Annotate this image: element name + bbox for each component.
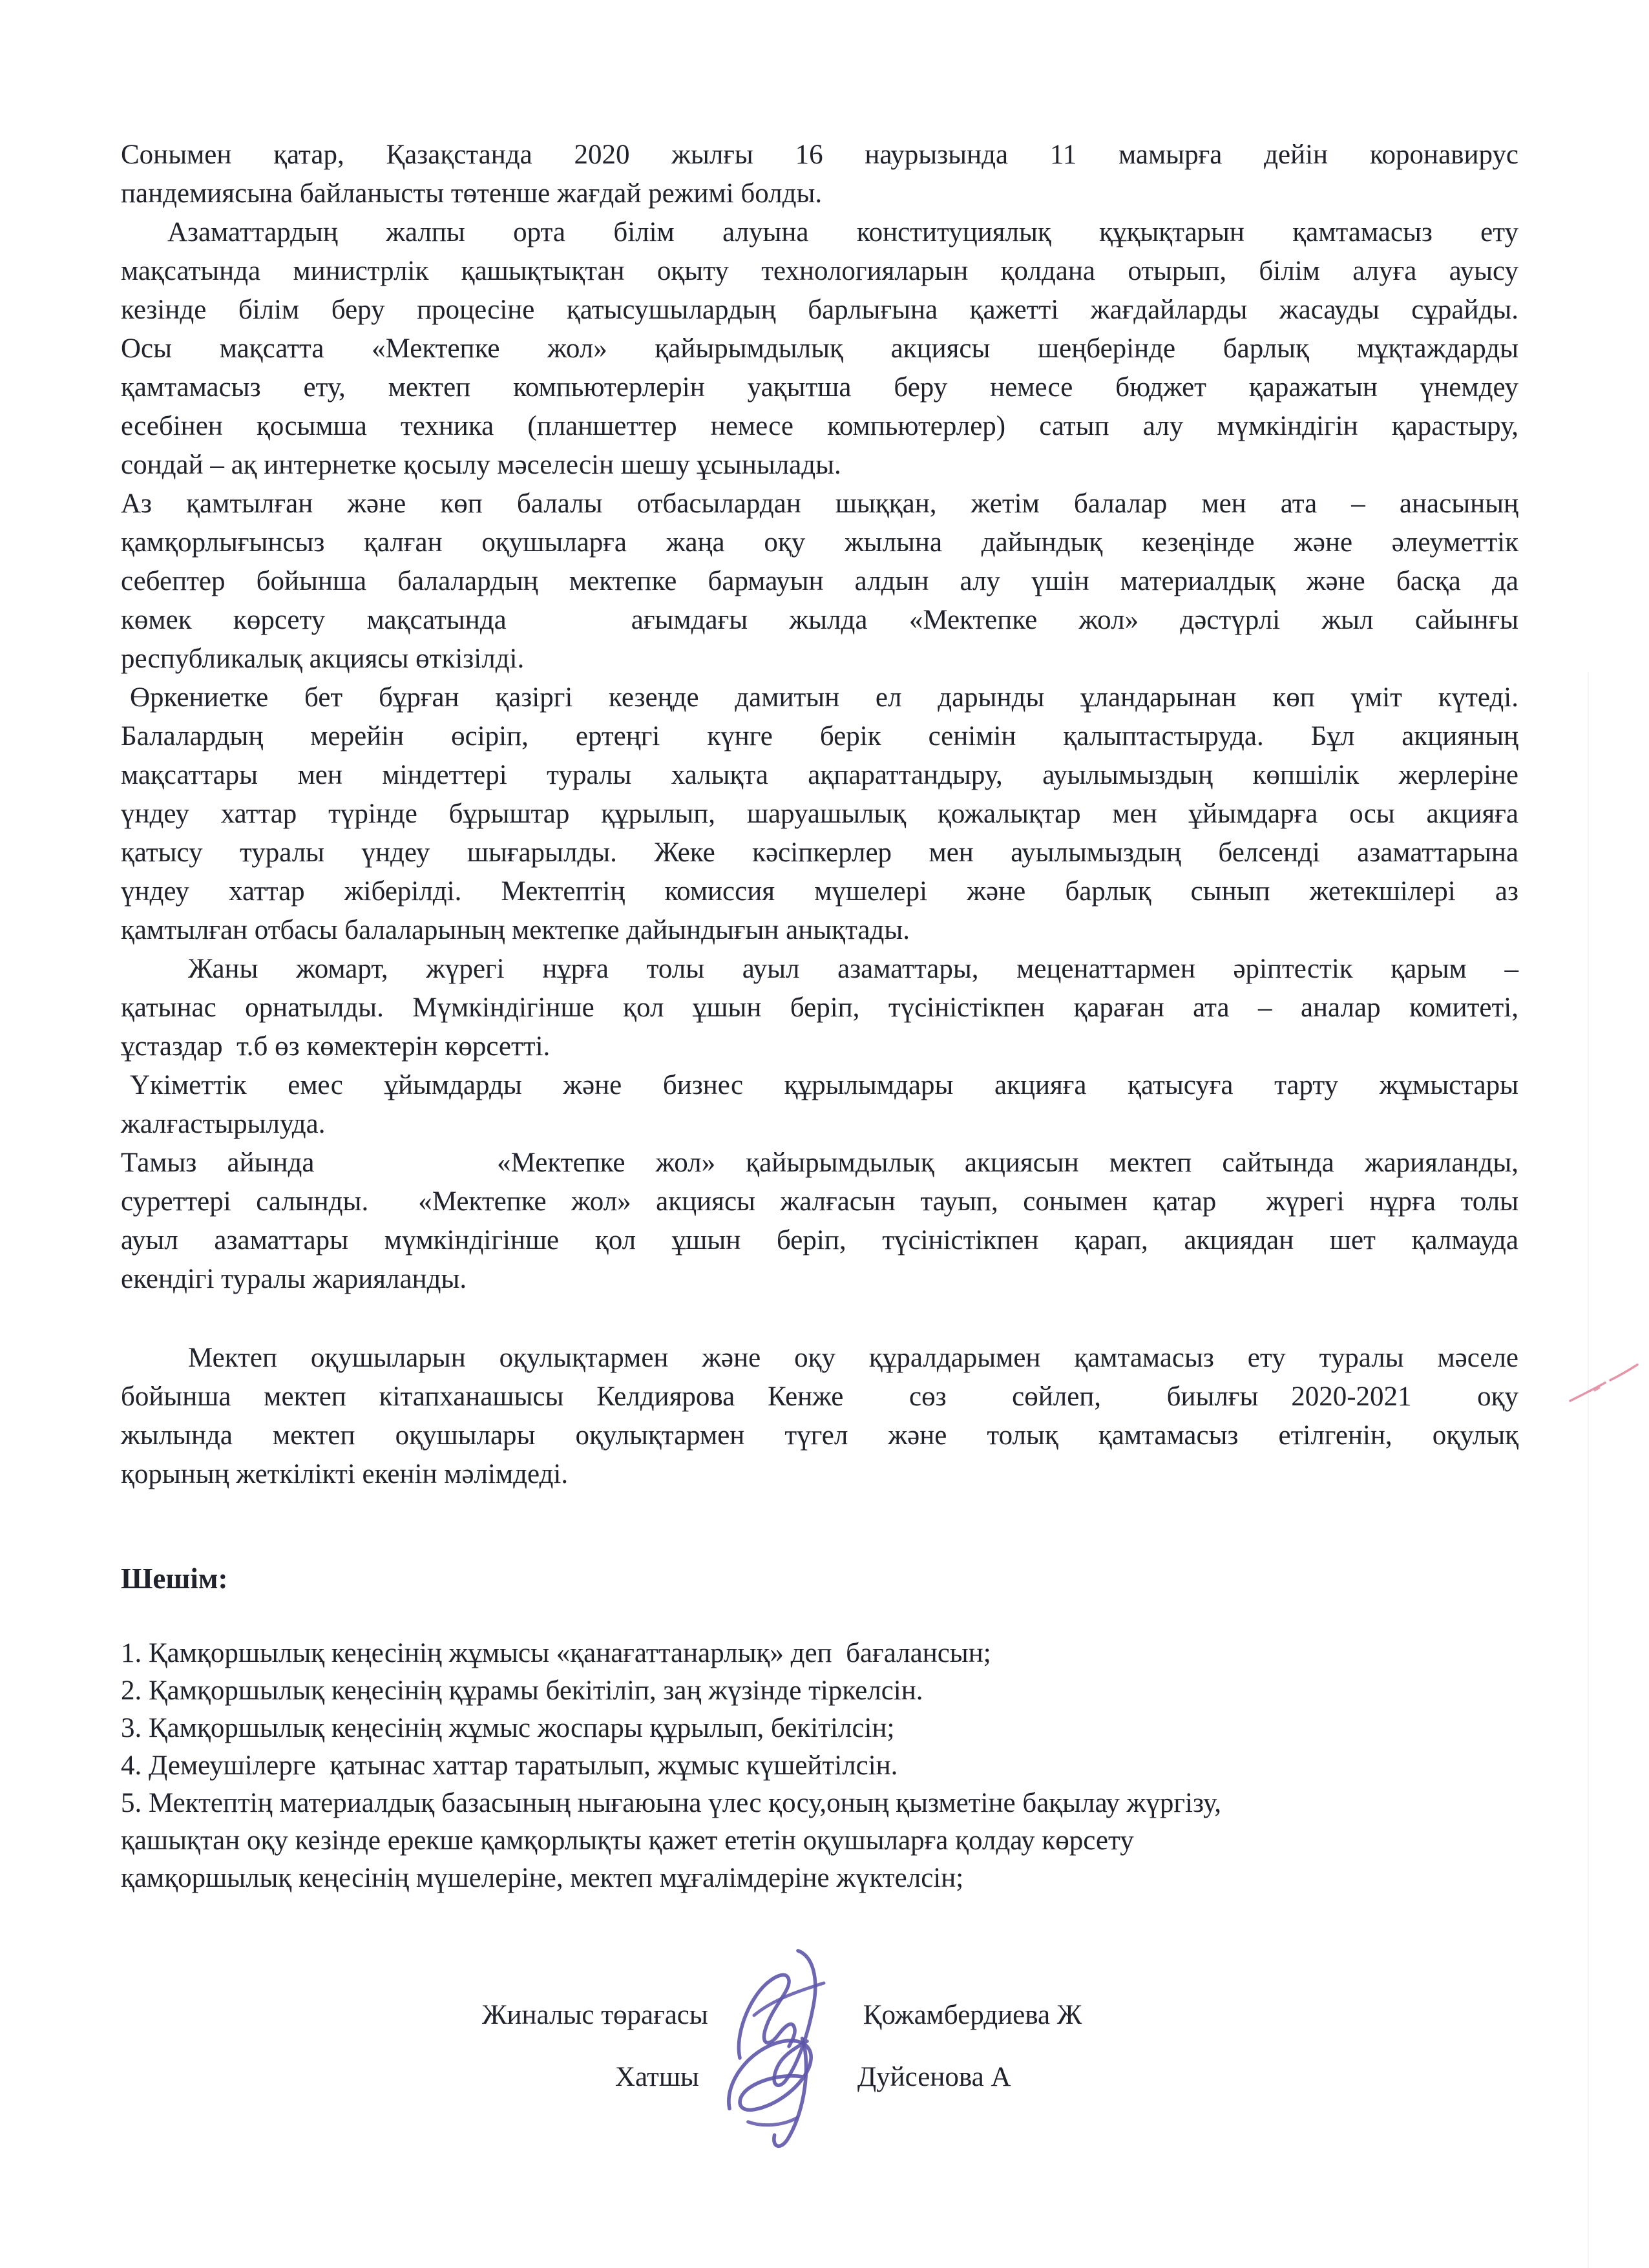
text-line: жылында мектеп оқушылары оқулықтармен түгел және толық қамтамасыз етілгенін, оқулық [121,1420,1518,1451]
text-line: суреттері салынды. «Мектепке жол» акциясы жалғасын тауып, сонымен қатар жүрегі нұрға толы [121,1186,1518,1217]
decision-item-5-line-2: қашықтан оқу кезінде ерекше қамқорлықты қажет ететін оқушыларға қолдау көрсету [121,1825,1134,1856]
paragraph-1 [121,136,1518,213]
document-text-block [121,136,1518,2108]
text-line: есебінен қосымша техника (планшеттер немесе компьютерлер) сатып алу мүмкіндігін қарастыру, [121,411,1518,441]
text-line: мақсатында министрлік қашықтықтан оқыту технологияларын қолдана отырып, білім алуға ауысу [121,256,1518,286]
text-line: Азаматтардың жалпы орта білім алуына конституциялық құқықтарын қамтамасыз ету [167,217,1518,247]
text-line: Жаны жомарт, жүрегі нұрға толы ауыл азаматтары, меценаттармен әріптестік қарым – [188,954,1518,984]
paragraph-3 [121,485,1518,678]
text-line: бойынша мектеп кітапханашысы Келдиярова Кенже сөз сөйлеп, биылғы 2020-2021 оқу [121,1381,1518,1412]
decision-heading: Шешім: [121,1562,228,1595]
text-line: сондай – ақ интернетке қосылу мәселесін шешу ұсынылады. [121,450,841,480]
text-line: көмек көрсету мақсатында ағымдағы жылда «Мектепке жол» дәстүрлі жыл сайынғы [121,605,1518,635]
text-line: үндеу хаттар түрінде бұрыштар құрылып, шаруашылық қожалықтар мен ұйымдарға осы акцияға [121,799,1518,829]
text-line: Сонымен қатар, Қазақстанда 2020 жылғы 16 наурызында 11 мамырға дейін коронавирус [121,140,1518,170]
text-line: қорының жеткілікті екенін мәлімдеді. [121,1459,569,1489]
text-line: ұстаздар т.б өз көмектерін көрсетті. [121,1031,551,1062]
decision-item-3: 3. Қамқоршылық кеңесінің жұмыс жоспары құрылып, бекітілсін; [121,1713,895,1743]
text-line: себептер бойынша балалардың мектепке бармауын алдын алу үшін материалдық және басқа да [121,566,1518,596]
text-line: Мектеп оқушыларын оқулықтармен және оқу құралдарымен қамтамасыз ету туралы мәселе [188,1343,1518,1373]
text-line: жалғастырылуда. [121,1109,326,1139]
text-line: қамқорлығынсыз қалған оқушыларға жаңа оқу жылына дайындық кезеңінде және әлеуметтік [121,527,1518,558]
text-line: Осы мақсатта «Мектепке жол» қайырымдылық акциясы шеңберінде барлық мұқтаждарды [121,333,1518,364]
paragraph-6 [121,1066,1518,1144]
signature-row-secretary [121,2046,1518,2108]
text-line: қатысу туралы үндеу шығарылды. Жеке кәсіпкерлер мен ауылымыздың белсенді азаматтарына [121,837,1518,868]
text-line: қатынас орнатылды. Мүмкіндігінше қол ұшын беріп, түсіністікпен қараған ата – аналар комитеті, [121,992,1518,1023]
text-line: Үкіметтік емес ұйымдарды және бизнес құрылымдары акцияға қатысуға тарту жұмыстары [130,1070,1518,1100]
text-line: ауыл азаматтары мүмкіндігінше қол ұшын беріп, түсіністікпен қарап, акциядан шет қалмауда [121,1225,1518,1255]
text-line: кезінде білім беру процесіне қатысушылардың барлығына қажетті жағдайларды жасауды сұрайды. [121,295,1518,325]
text-line: екендігі туралы жарияланды. [121,1264,467,1294]
red-ink-scan-mark [1565,1357,1643,1409]
text-line: Аз қамтылған және көп балалы отбасылардан шыққан, жетім балалар мен ата – анасының [121,488,1518,519]
text-line: пандемиясына байланысты төтенше жағдай режимі болды. [121,178,823,209]
secretary-name: Дуйсенова А [857,2062,1011,2092]
paragraph-8 [121,1339,1518,1494]
chairman-role-label: Жиналыс төрағасы [482,2000,708,2030]
text-line: үндеу хаттар жіберілді. Мектептің комиссия мүшелері және барлық сынып жетекшілері аз [121,876,1518,907]
text-line: Тамыз айында «Мектепке жол» қайырымдылық акциясын мектеп сайтында жарияланды, [121,1148,1518,1178]
text-line: қамтамасыз ету, мектеп компьютерлерін уақытша беру немесе бюджет қаражатын үнемдеу [121,372,1518,403]
text-line: қамтылған отбасы балаларының мектепке дайындығын анықтады. [121,915,910,945]
secretary-signature-icon [709,2016,835,2155]
decision-item-2: 2. Қамқоршылық кеңесінің құрамы бекітіліп, заң жүзінде тіркелсін. [121,1675,923,1706]
scan-artifact-line [1588,672,1589,2268]
decision-list [121,1635,1518,1897]
decision-item-4: 4. Демеушілерге қатынас хаттар таратылып, жұмыс күшейтілсін. [121,1750,898,1781]
paragraph-2 [121,213,1518,485]
paragraph-7 [121,1144,1518,1299]
text-line: Өркениетке бет бұрған қазіргі кезеңде дамитын ел дарынды ұландарынан көп үміт күтеді. [130,682,1518,713]
text-line: республикалық акциясы өткізілді. [121,644,525,674]
paragraph-4 [121,678,1518,950]
decision-item-1: 1. Қамқоршылық кеңесінің жұмысы «қанағаттанарлық» деп бағалансын; [121,1638,991,1668]
text-line: Балалардың мерейін өсіріп, ертеңгі күнге берік сенімін қалыптастыруда. Бұл акцияның [121,721,1518,751]
decision-item-5-line-1: 5. Мектептің материалдық базасының нығаюына үлес қосу,оның қызметіне бақылау жүргізу, [121,1788,1221,1818]
paragraph-5 [121,950,1518,1066]
chairman-name: Қожамбердиева Ж [863,2000,1082,2030]
text-line: мақсаттары мен міндеттері туралы халықта ақпараттандыру, ауылымыздың көпшілік жерлеріне [121,760,1518,790]
secretary-role-label: Хатшы [615,2062,699,2092]
decision-item-5-line-3: қамқоршылық кеңесінің мүшелеріне, мектеп мұғалімдеріне жүктелсін; [121,1863,964,1893]
signature-block [121,1984,1518,2108]
